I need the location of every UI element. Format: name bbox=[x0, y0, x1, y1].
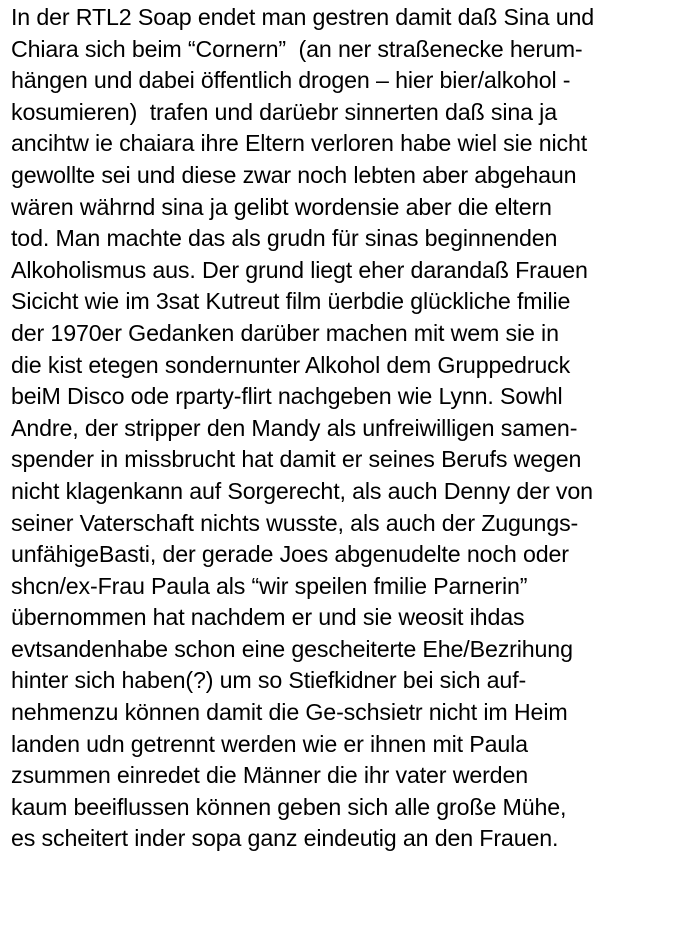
text-line: der 1970er Gedanken darüber machen mit wem sie in bbox=[11, 319, 559, 346]
text-line: evtsandenhabe schon eine gescheiterte Ehe/Bezrihung bbox=[11, 635, 573, 662]
text-line: hängen und dabei öffentlich drogen – hier bier/alkohol - bbox=[11, 67, 571, 94]
text-line: shcn/ex-Frau Paula als “wir speilen fmilie Parnerin” bbox=[11, 572, 528, 599]
text-line: kosumieren) trafen und darüebr sinnerten daß sina ja bbox=[11, 98, 557, 125]
text-line: tod. Man machte das als grudn für sinas beginnenden bbox=[11, 225, 558, 252]
text-line: Andre, der stripper den Mandy als unfreiwilligen samen- bbox=[11, 414, 578, 441]
text-line: kaum beeiflussen können geben sich alle große Mühe, bbox=[11, 793, 567, 820]
text-line: Alkoholismus aus. Der grund liegt eher darandaß Frauen bbox=[11, 256, 588, 283]
text-line: Chiara sich beim “Cornern” (an ner straßenecke herum- bbox=[11, 35, 583, 62]
text-line: nicht klagenkann auf Sorgerecht, als auch Denny der von bbox=[11, 477, 593, 504]
text-line: hinter sich haben(?) um so Stiefkidner bei sich auf- bbox=[11, 667, 527, 694]
text-line: seiner Vaterschaft nichts wusste, als auch der Zugungs- bbox=[11, 509, 579, 536]
text-line: beiM Disco ode rparty-flirt nachgeben wie Lynn. Sowhl bbox=[11, 383, 563, 410]
text-line: nehmenzu können damit die Ge-schsietr nicht im Heim bbox=[11, 699, 568, 726]
body-text bbox=[11, 2, 681, 855]
text-line: wären währnd sina ja gelibt wordensie aber die eltern bbox=[11, 193, 552, 220]
text-line: es scheitert inder sopa ganz eindeutig an den Frauen. bbox=[11, 825, 559, 852]
text-line: die kist etegen sondernunter Alkohol dem Gruppedruck bbox=[11, 351, 571, 378]
text-line: In der RTL2 Soap endet man gestren damit daß Sina und bbox=[11, 4, 595, 30]
text-line: ancihtw ie chaiara ihre Eltern verloren habe wiel sie nicht bbox=[11, 130, 588, 157]
text-line: spender in missbrucht hat damit er seines Berufs wegen bbox=[11, 446, 582, 473]
text-line: Sicicht wie im 3sat Kutreut film üerbdie glückliche fmilie bbox=[11, 288, 571, 315]
text-line: gewollte sei und diese zwar noch lebten aber abgehaun bbox=[11, 161, 577, 188]
text-line: übernommen hat nachdem er und sie weosit ihdas bbox=[11, 604, 525, 631]
text-line: zsummen einredet die Männer die ihr vater werden bbox=[11, 762, 528, 789]
text-line: landen udn getrennt werden wie er ihnen mit Paula bbox=[11, 730, 528, 757]
text-line: unfähigeBasti, der gerade Joes abgenudelte noch oder bbox=[11, 541, 569, 568]
